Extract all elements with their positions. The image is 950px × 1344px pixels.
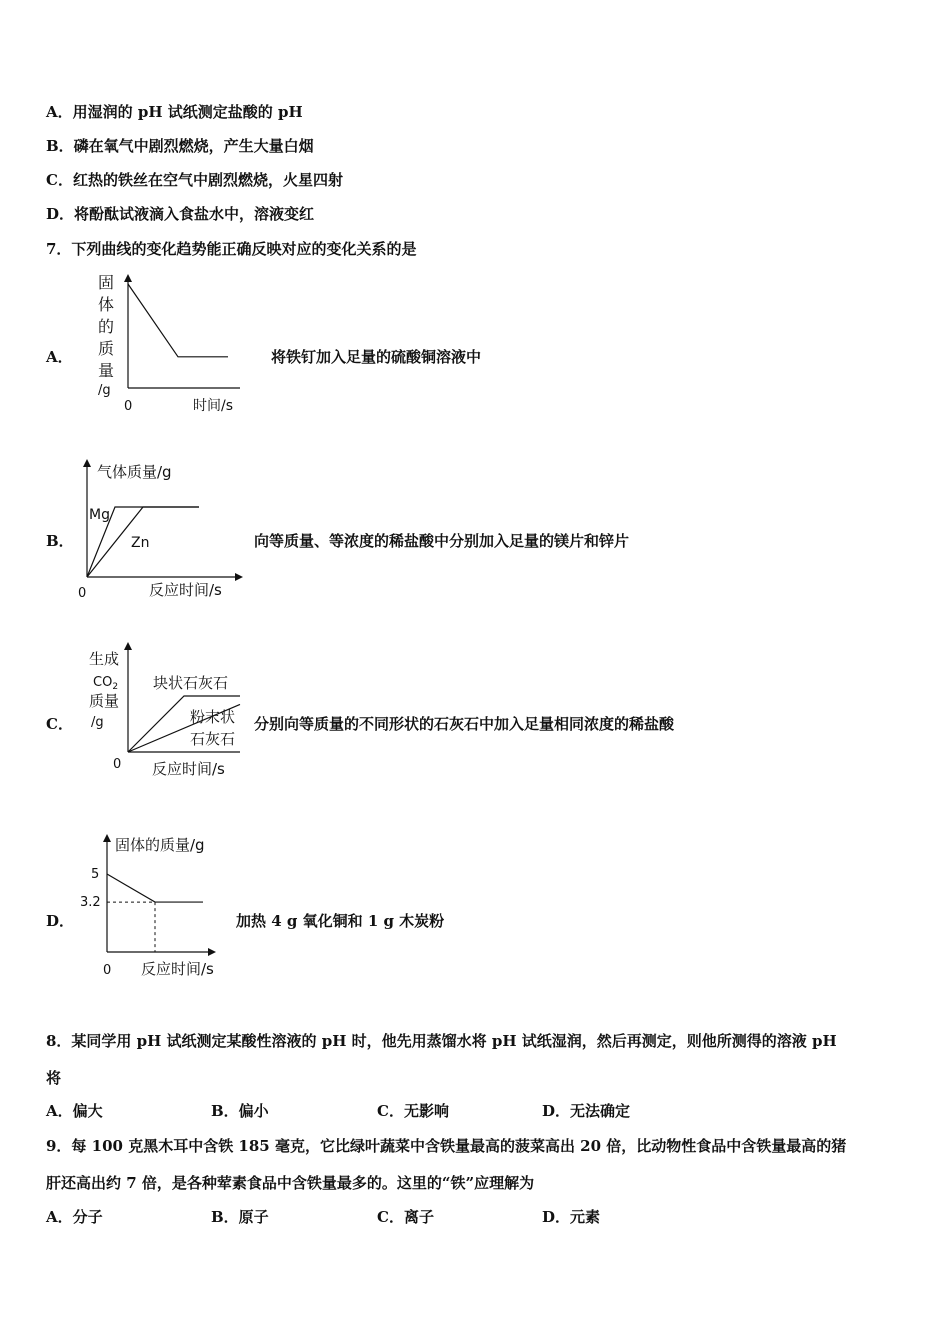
q9-choice-d: D．元素	[542, 1208, 601, 1226]
q8-stem-line1: 8．某同学用 pH 试纸测定某酸性溶液的 pH 时，他先用蒸馏水将 pH 试纸湿润，然后再测定，则他所测得的溶液 pH	[46, 1032, 837, 1050]
q7-b-series-zn: Zn	[131, 535, 150, 551]
q7-d-xlabel: 反应时间/s	[141, 960, 214, 978]
q7-d-y-arrow	[103, 834, 111, 842]
q8-stem-line2: 将	[46, 1069, 62, 1087]
q7-c-series-powder-2: 石灰石	[190, 730, 236, 748]
q7-d-ytick-5: 5	[91, 867, 100, 882]
q6-option-d: D．将酚酞试液滴入食盐水中，溶液变红	[46, 205, 315, 223]
q7-a-curve	[128, 284, 228, 357]
q8-choice-d: D．无法确定	[542, 1102, 631, 1120]
q7-c-xlabel: 反应时间/s	[152, 760, 225, 778]
q7-d-chart	[75, 830, 245, 980]
q7-a-yunit: /g	[98, 383, 111, 398]
q7-a-ylabel-1: 固	[98, 273, 115, 292]
q8-choice-b: B．偏小	[211, 1102, 269, 1120]
q7-c-series-powder-1: 粉末状	[190, 708, 236, 726]
q7-b-xlabel: 反应时间/s	[149, 581, 222, 599]
q7-b-label: B．	[46, 532, 74, 550]
q7-c-chart	[85, 640, 255, 785]
q6-option-c: C．红热的铁丝在空气中剧烈燃烧，火星四射	[46, 171, 343, 189]
q7-a-chart	[90, 270, 260, 420]
q7-a-label: A．	[46, 348, 73, 366]
q6-option-b: B．磷在氧气中剧烈燃烧，产生大量白烟	[46, 137, 314, 155]
q7-a-xlabel: 时间/s	[193, 398, 234, 414]
q7-c-desc: 分别向等质量的不同形状的石灰石中加入足量相同浓度的稀盐酸	[254, 715, 675, 733]
q9-choice-c: C．离子	[377, 1208, 434, 1226]
q7-a-ylabel-4: 质	[98, 339, 115, 358]
q7-stem: 7．下列曲线的变化趋势能正确反映对应的变化关系的是	[46, 240, 417, 258]
q7-c-ylabel-3: 质量	[89, 692, 120, 710]
q7-d-origin: 0	[103, 963, 112, 978]
q7-b-origin: 0	[78, 586, 87, 601]
q9-choice-a: A．分子	[46, 1208, 103, 1226]
q8-choice-a: A．偏大	[46, 1102, 103, 1120]
q7-a-origin: 0	[124, 399, 133, 414]
q7-b-x-arrow	[235, 573, 243, 581]
q7-a-ylabel-2: 体	[98, 295, 115, 314]
q7-a-ylabel-5: 量	[98, 361, 115, 380]
q9-choice-b: B．原子	[211, 1208, 269, 1226]
q7-b-ylabel: 气体质量/g	[97, 463, 172, 481]
q7-a-desc: 将铁钉加入足量的硫酸铜溶液中	[271, 348, 482, 366]
q7-b-chart	[75, 455, 255, 605]
q7-a-ylabel-3: 的	[98, 317, 115, 336]
q8-choice-c: C．无影响	[377, 1102, 449, 1120]
q7-c-y-arrow	[124, 642, 132, 650]
q7-d-ylabel: 固体的质量/g	[115, 836, 205, 854]
q7-a-y-arrow	[124, 274, 132, 282]
q9-stem-line1: 9．每 100 克黑木耳中含铁 185 毫克，它比绿叶蔬菜中含铁量最高的菠菜高出 20 倍，比动物性食品中含铁量最高的猪	[46, 1137, 847, 1155]
q7-d-x-arrow	[208, 948, 216, 956]
q7-d-label: D．	[46, 912, 75, 930]
q7-d-ytick-3-2: 3.2	[80, 895, 101, 911]
q7-d-curve	[107, 874, 203, 902]
q7-c-yunit: /g	[91, 715, 104, 730]
q7-d-desc: 加热 4 g 氧化铜和 1 g 木炭粉	[236, 912, 445, 930]
q7-c-series-block: 块状石灰石	[153, 674, 229, 692]
q7-c-origin: 0	[113, 757, 122, 772]
q7-b-series-mg: Mg	[89, 507, 110, 523]
q7-b-desc: 向等质量、等浓度的稀盐酸中分别加入足量的镁片和锌片	[254, 532, 630, 550]
q7-b-y-arrow	[83, 459, 91, 467]
q7-c-label: C．	[46, 715, 73, 733]
q7-c-ylabel-1: 生成	[89, 650, 120, 668]
q6-option-a: A．用湿润的 pH 试纸测定盐酸的 pH	[46, 103, 303, 121]
q7-c-ylabel-2: $CO_2$	[93, 675, 119, 692]
q9-stem-line2: 肝还高出约 7 倍，是各种荤素食品中含铁量最多的。这里的“铁”应理解为	[46, 1174, 535, 1192]
